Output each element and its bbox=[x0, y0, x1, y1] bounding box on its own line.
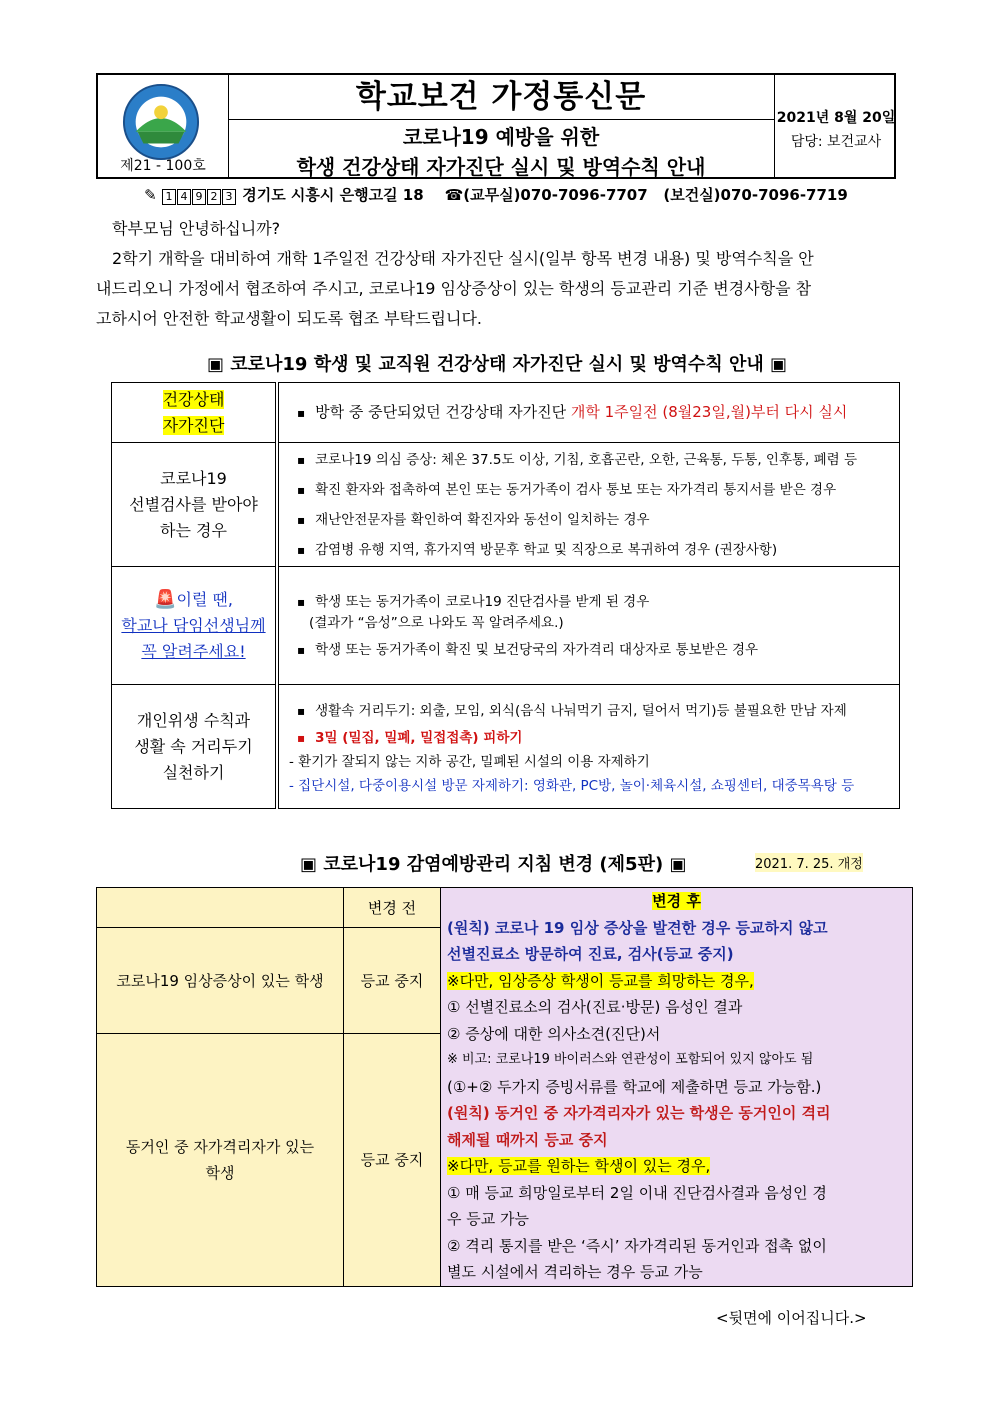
row-content bbox=[277, 685, 900, 809]
phone-health: (보건실)070-7096-7719 bbox=[663, 186, 848, 204]
author: 담당: 보건교사 bbox=[790, 134, 882, 150]
table-row bbox=[112, 443, 900, 567]
list-item: ▪ 3밀 (밀집, 밀폐, 밀접접촉) 피하기 bbox=[289, 726, 899, 750]
list-item: (원칙) 코로나 19 임상 증상을 발견한 경우 등교하지 않고 bbox=[447, 918, 828, 937]
pen-icon: ✎ bbox=[144, 186, 157, 204]
guideline-table bbox=[111, 382, 900, 809]
list-item: ▪ 학생 또는 동거가족이 코로나19 진단검사를 받게 된 경우 bbox=[297, 587, 899, 617]
table-row bbox=[112, 685, 900, 809]
column-header-after: 변경 후 bbox=[652, 892, 701, 910]
column-header-before: 변경 전 bbox=[344, 888, 441, 928]
list-item: ① 매 등교 희망일로부터 2일 이내 진단검사결과 음성인 경 bbox=[447, 1183, 827, 1202]
list-item: 별도 시설에서 격리하는 경우 등교 가능 bbox=[447, 1263, 703, 1281]
list-item: ▪ 확진 환자와 접촉하여 본인 또는 동거가족이 검사 통보 또는 자가격리 통지서를 받은 경우 bbox=[297, 475, 899, 505]
row-label: 개인위생 수칙과 생활 속 거리두기 실천하기 bbox=[112, 685, 278, 809]
list-item: ▪ 학생 또는 동거가족이 확진 및 보건당국의 자가격리 대상자로 통보받은 경우 bbox=[297, 635, 899, 665]
zip-digit: 2 bbox=[207, 189, 221, 205]
intro-line: 고하시어 안전한 학교생활이 되도록 협조 부탁드립니다. bbox=[96, 309, 483, 328]
intro-line: 2학기 개학을 대비하여 개학 1주일전 건강상태 자가진단 실시(일부 항목 변경 내용) 및 방역수칙을 안 bbox=[112, 249, 814, 268]
list-item: ▪ 재난안전문자를 확인하여 확진자와 동선이 일치하는 경우 bbox=[297, 505, 899, 535]
subtitle-2: 학생 건강상태 자가진단 실시 및 방역수칙 안내 bbox=[296, 155, 706, 179]
table-row bbox=[97, 888, 913, 928]
footer-note: <뒷면에 이어집니다.> bbox=[716, 1309, 867, 1327]
list-item: 해제될 때까지 등교 중지 bbox=[447, 1130, 608, 1149]
page-title: 학교보건 가정통신문 bbox=[355, 79, 647, 115]
list-item: ▪ 생활속 거리두기: 외출, 모임, 외식(음식 나눠먹기 금지, 덜어서 먹기)등 불필요한 만남 자제 bbox=[289, 696, 899, 726]
policy-change-table bbox=[96, 887, 913, 1287]
list-item: ▪ 방학 중 중단되었던 건강상태 자가진단 개학 1주일전 (8월23일,월)부터 다시 실시 bbox=[297, 397, 899, 428]
list-dash: - 집단시설, 다중이용시설 방문 자제하기: 영화관, PC방, 놀이·체육시설, 쇼핑센터, 대중목욕탕 등 bbox=[289, 777, 855, 794]
address-line bbox=[96, 184, 896, 205]
list-item: (①+② 두가지 증빙서류를 학교에 제출하면 등교 가능함.) bbox=[447, 1077, 822, 1096]
row-label: 코로나19 임상증상이 있는 학생 bbox=[97, 928, 344, 1033]
zip-digit: 4 bbox=[177, 189, 191, 205]
revision-date: 2021. 7. 25. 개정 bbox=[755, 853, 863, 872]
row-content bbox=[277, 443, 900, 567]
list-item: ② 격리 통지를 받은 ‘즉시’ 자가격리된 동거인과 접촉 없이 bbox=[447, 1236, 827, 1255]
issue-date: 2021년 8월 20일 bbox=[776, 110, 896, 126]
before-value: 등교 중지 bbox=[344, 1033, 441, 1286]
zip-digit: 9 bbox=[192, 189, 206, 205]
siren-icon: 🚨 bbox=[154, 588, 177, 610]
list-item: 우 등교 가능 bbox=[447, 1210, 529, 1228]
after-content bbox=[441, 888, 913, 1287]
list-note: (결과가 “음성”으로 나와도 꼭 알려주세요.) bbox=[309, 614, 564, 631]
phone-office: ☎(교무실)070-7096-7707 bbox=[444, 186, 648, 204]
list-item: ※다만, 임상증상 학생이 등교를 희망하는 경우, bbox=[447, 971, 754, 990]
list-item: (원칙) 동거인 중 자가격리자가 있는 학생은 동거인이 격리 bbox=[447, 1104, 831, 1122]
row-label: 동거인 중 자가격리자가 있는 학생 bbox=[97, 1033, 344, 1286]
table-row bbox=[112, 383, 900, 443]
intro-line: 내드리오니 가정에서 협조하여 주시고, 코로나19 임상증상이 있는 학생의 등교관리 기준 변경사항을 참 bbox=[96, 279, 812, 298]
list-item: ① 선별진료소의 검사(진료·방문) 음성인 결과 bbox=[447, 998, 743, 1016]
school-logo-icon bbox=[122, 83, 200, 161]
intro-paragraph bbox=[96, 214, 898, 334]
list-item: ※ 비고: 코로나19 바이러스와 연관성이 포함되어 있지 않아도 됨 bbox=[447, 1052, 814, 1067]
row-label: 건강상태 자가진단 bbox=[112, 383, 278, 443]
document-number: 제21 - 100호 bbox=[120, 158, 206, 174]
zip-digit: 1 bbox=[162, 189, 176, 205]
list-item: ※다만, 등교를 원하는 학생이 있는 경우, bbox=[447, 1157, 711, 1175]
letter-header bbox=[96, 73, 896, 179]
subtitle-1: 코로나19 예방을 위한 bbox=[402, 125, 600, 149]
section1-title: ▣ 코로나19 학생 및 교직원 건강상태 자가진단 실시 및 방역수칙 안내 ▣ bbox=[206, 354, 788, 375]
list-dash: - 환기가 잘되지 않는 지하 공간, 밀폐된 시설의 이용 자제하기 bbox=[289, 753, 650, 770]
zip-code bbox=[162, 186, 242, 204]
row-content bbox=[277, 567, 900, 685]
before-value: 등교 중지 bbox=[344, 928, 441, 1033]
section2-title: ▣ 코로나19 감염예방관리 지침 변경 (제5판) ▣ bbox=[300, 854, 687, 875]
header-blank bbox=[97, 888, 344, 928]
row-label: 코로나19 선별검사를 받아야 하는 경우 bbox=[112, 443, 278, 567]
zip-digit: 3 bbox=[222, 189, 236, 205]
row-label: 🚨이럴 땐, 학교나 담임선생님께 꼭 알려주세요! bbox=[112, 567, 278, 685]
table-row bbox=[112, 567, 900, 685]
list-item: ② 증상에 대한 의사소견(진단)서 bbox=[447, 1024, 661, 1043]
row-content bbox=[277, 383, 900, 443]
greeting: 학부모님 안녕하십니까? bbox=[112, 219, 281, 238]
list-item: 선별진료소 방문하여 진료, 검사(등교 중지) bbox=[447, 945, 734, 963]
school-address: 경기도 시흥시 은행고길 18 bbox=[242, 186, 424, 204]
list-item: ▪ 감염병 유행 지역, 휴가지역 방문후 학교 및 직장으로 복귀하여 경우 (권장사항) bbox=[297, 535, 899, 565]
list-item: ▪ 코로나19 의심 증상: 체온 37.5도 이상, 기침, 호흡곤란, 오한, 근육통, 두통, 인후통, 폐렴 등 bbox=[297, 445, 899, 475]
